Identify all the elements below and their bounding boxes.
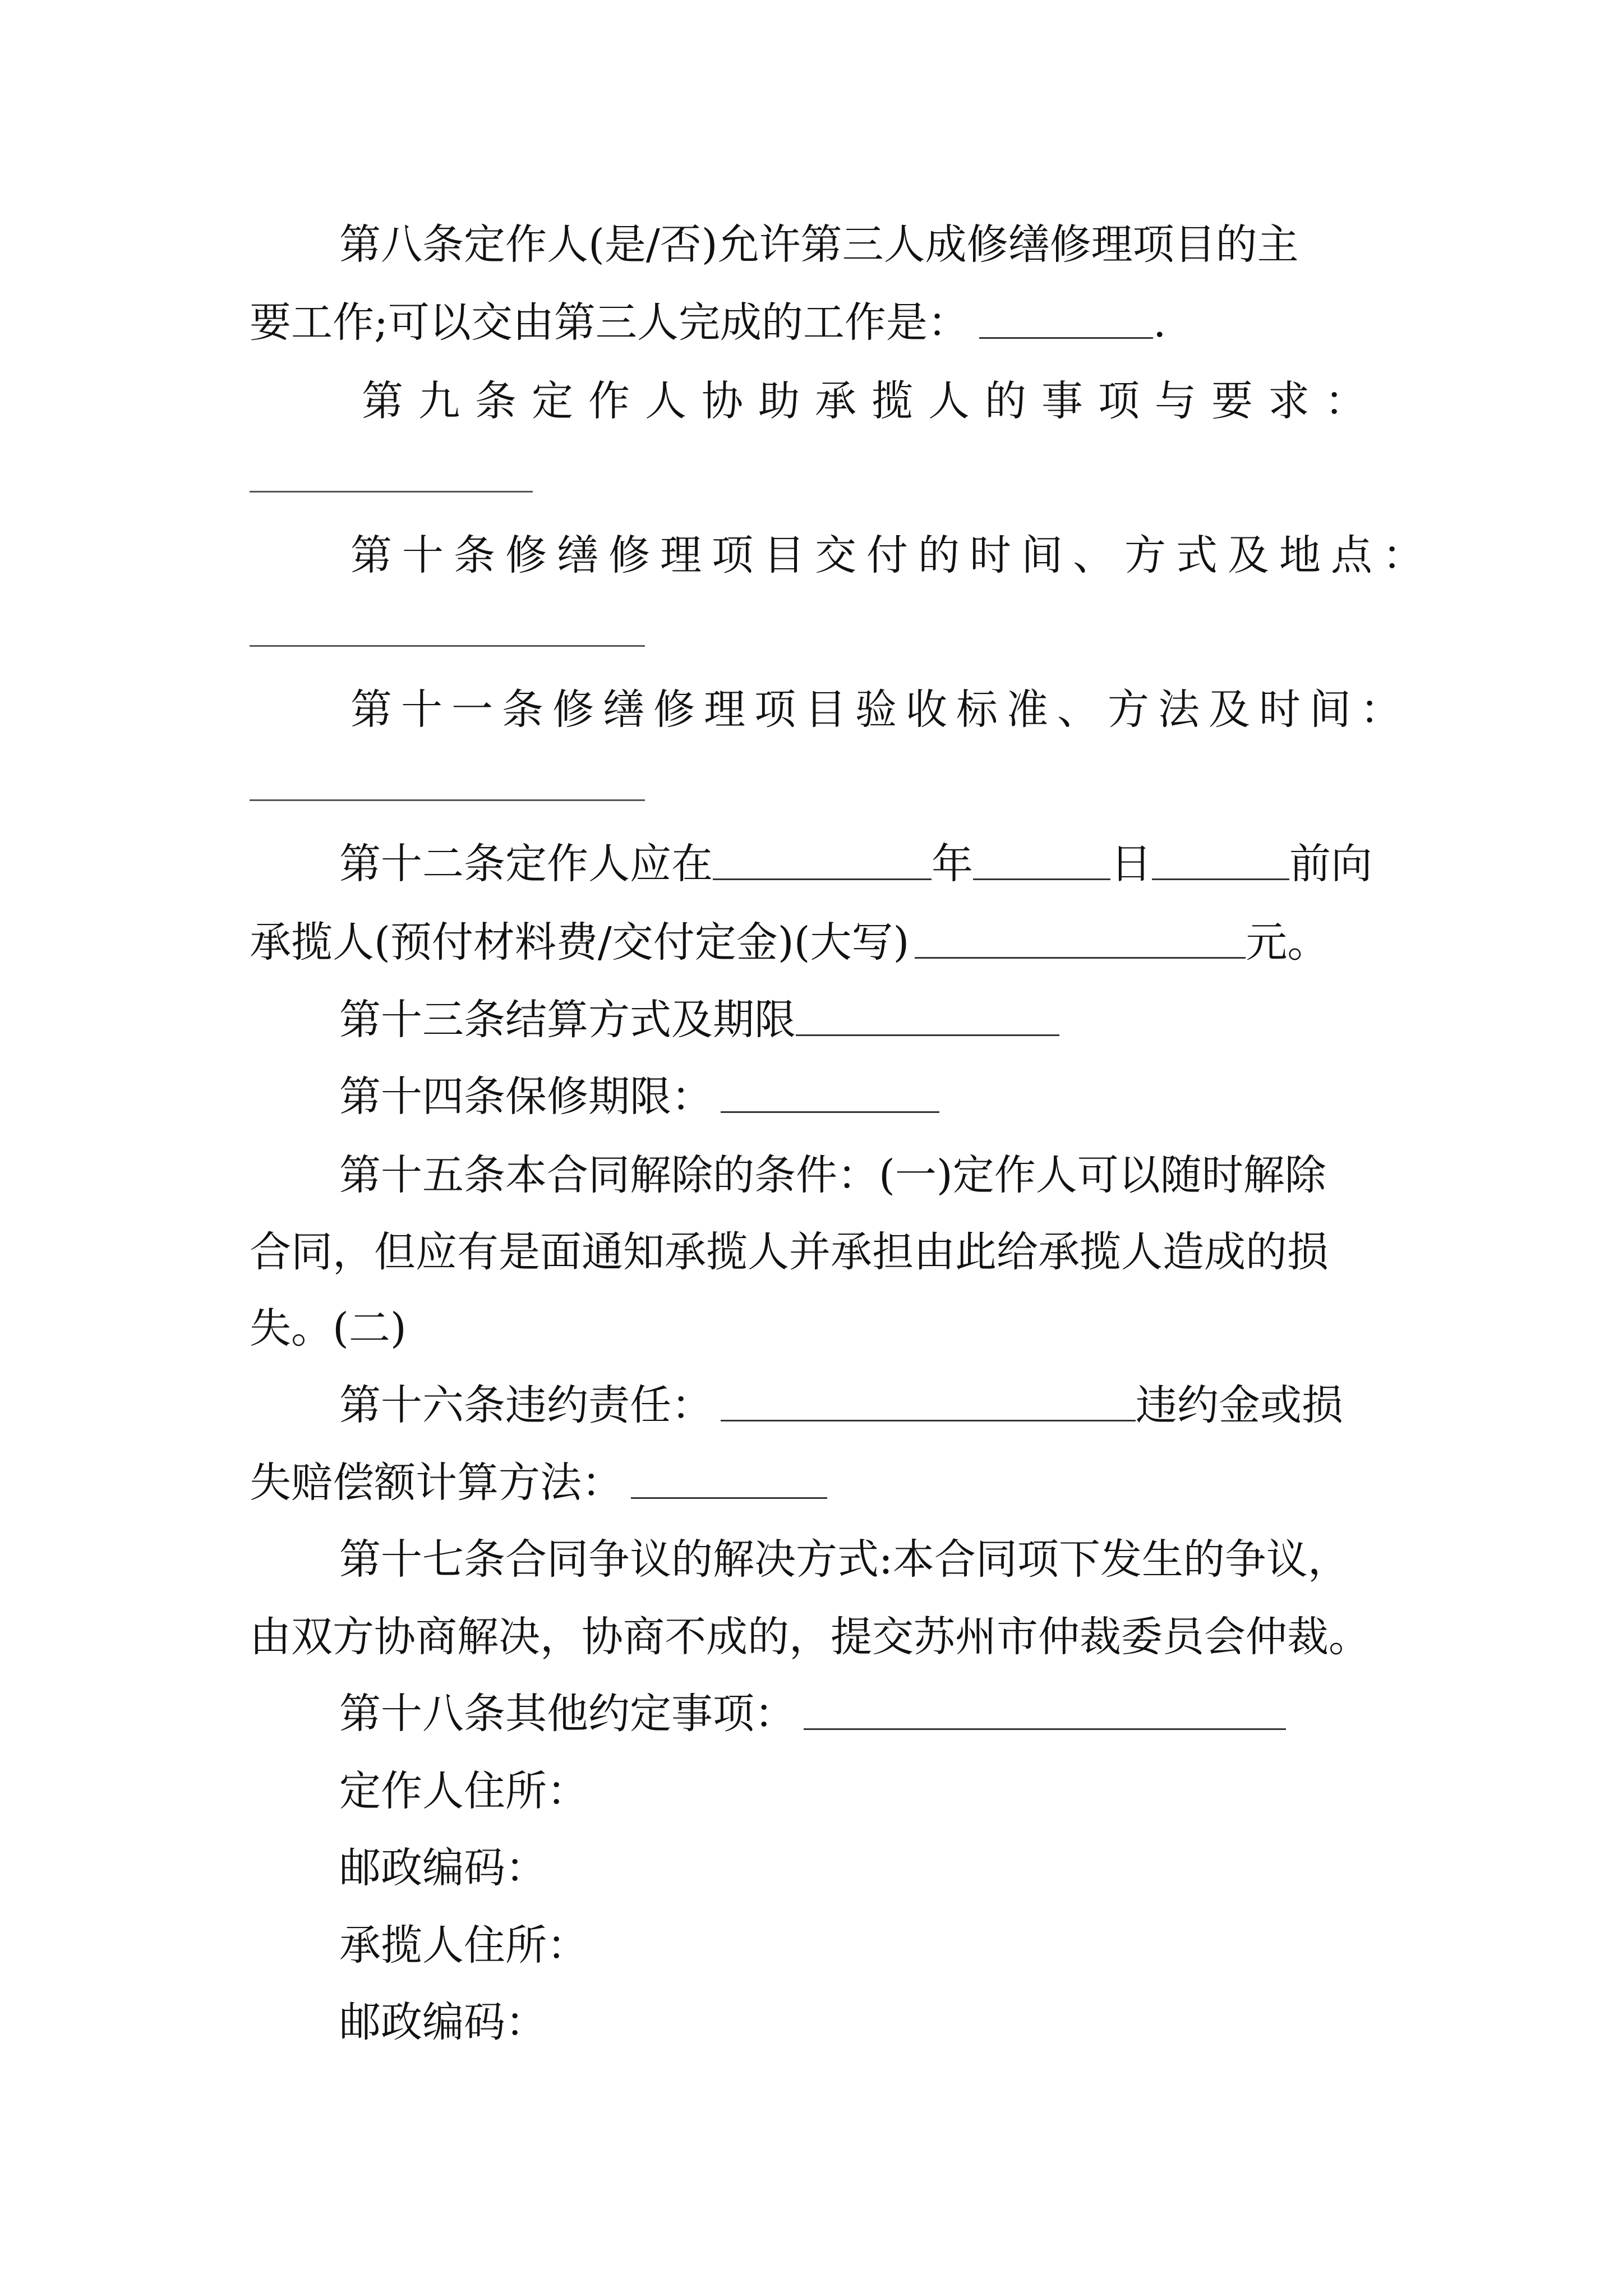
blank-clause-9 <box>250 491 533 493</box>
clause-15-line-3: 失。(二) <box>250 1304 407 1352</box>
contractor-address-label: 承揽人住所： <box>339 1921 588 1970</box>
clause-8-line-2 <box>250 295 1166 351</box>
clause-14 <box>339 1069 939 1125</box>
clause-8-period: . <box>1152 298 1166 347</box>
blank-other-matters <box>804 1689 1286 1730</box>
clause-15-line-2: 合同，但应有是面通知承揽人并承担由此给承揽人造成的损 <box>250 1228 1329 1276</box>
blank-day <box>973 839 1110 880</box>
blank-third-party-work <box>979 298 1153 339</box>
blank-before <box>1152 839 1289 880</box>
clause-8-text: 要工作;可以交由第三人完成的工作是： <box>250 298 969 347</box>
clause-16-text-b: 违约金或损 <box>1136 1381 1343 1429</box>
clause-13 <box>339 992 1059 1048</box>
clause-17-line-2: 由双方协商解决，协商不成的，提交苏州市仲裁委员会仲裁。 <box>250 1613 1370 1661</box>
blank-compensation <box>631 1458 827 1499</box>
blank-amount <box>915 918 1246 959</box>
clause-12-year-label: 年 <box>932 840 973 888</box>
blank-settlement <box>796 995 1059 1036</box>
clause-16-line-1 <box>339 1377 1343 1433</box>
clause-12-text-e: 承揽人(预付材料费/交付定金)(大写) <box>250 918 910 967</box>
clause-17-line-1: 第十七条合同争议的解决方式:本合同项下发生的争议， <box>339 1535 1349 1584</box>
clause-9-heading: 第九条定作人协助承揽人的事项与要求： <box>362 377 1381 425</box>
clause-12-text-d: 前向 <box>1289 840 1372 888</box>
clause-15-line-1: 第十五条本合同解除的条件：(一)定作人可以随时解除 <box>339 1151 1326 1199</box>
blank-liability <box>721 1381 1136 1421</box>
clause-16-text-c: 失赔偿额计算方法： <box>250 1458 623 1507</box>
blank-clause-11 <box>250 799 645 801</box>
clause-11-heading: 第十一条修缮修理项目验收标准、方法及时间： <box>351 685 1410 734</box>
blank-year <box>713 839 932 880</box>
clause-10-heading: 第十条修缮修理项目交付的时间、方式及地点： <box>351 531 1434 579</box>
clause-8-line-1: 第八条定作人(是/否)允许第三人成修缮修理项目的主 <box>339 220 1299 269</box>
contractor-postcode-label: 邮政编码： <box>339 1998 547 2046</box>
clause-12-day-label: 日 <box>1110 840 1152 888</box>
clause-16-line-2 <box>250 1455 827 1511</box>
owner-address-label: 定作人住所： <box>339 1767 588 1815</box>
clause-18-text: 第十八条其他约定事项： <box>339 1690 796 1738</box>
blank-warranty <box>721 1072 939 1113</box>
owner-postcode-label: 邮政编码： <box>339 1844 547 1892</box>
clause-12-line-1 <box>339 836 1372 892</box>
clause-16-text: 第十六条违约责任： <box>339 1381 713 1429</box>
clause-12-text-a: 第十二条定作人应在 <box>339 840 713 888</box>
blank-clause-10 <box>250 645 645 647</box>
clause-12-line-2 <box>250 914 1329 970</box>
clause-18 <box>339 1686 1286 1742</box>
clause-12-yuan: 元。 <box>1246 918 1329 967</box>
clause-14-text: 第十四条保修期限： <box>339 1073 713 1121</box>
clause-13-text: 第十三条结算方式及期限 <box>339 996 796 1044</box>
